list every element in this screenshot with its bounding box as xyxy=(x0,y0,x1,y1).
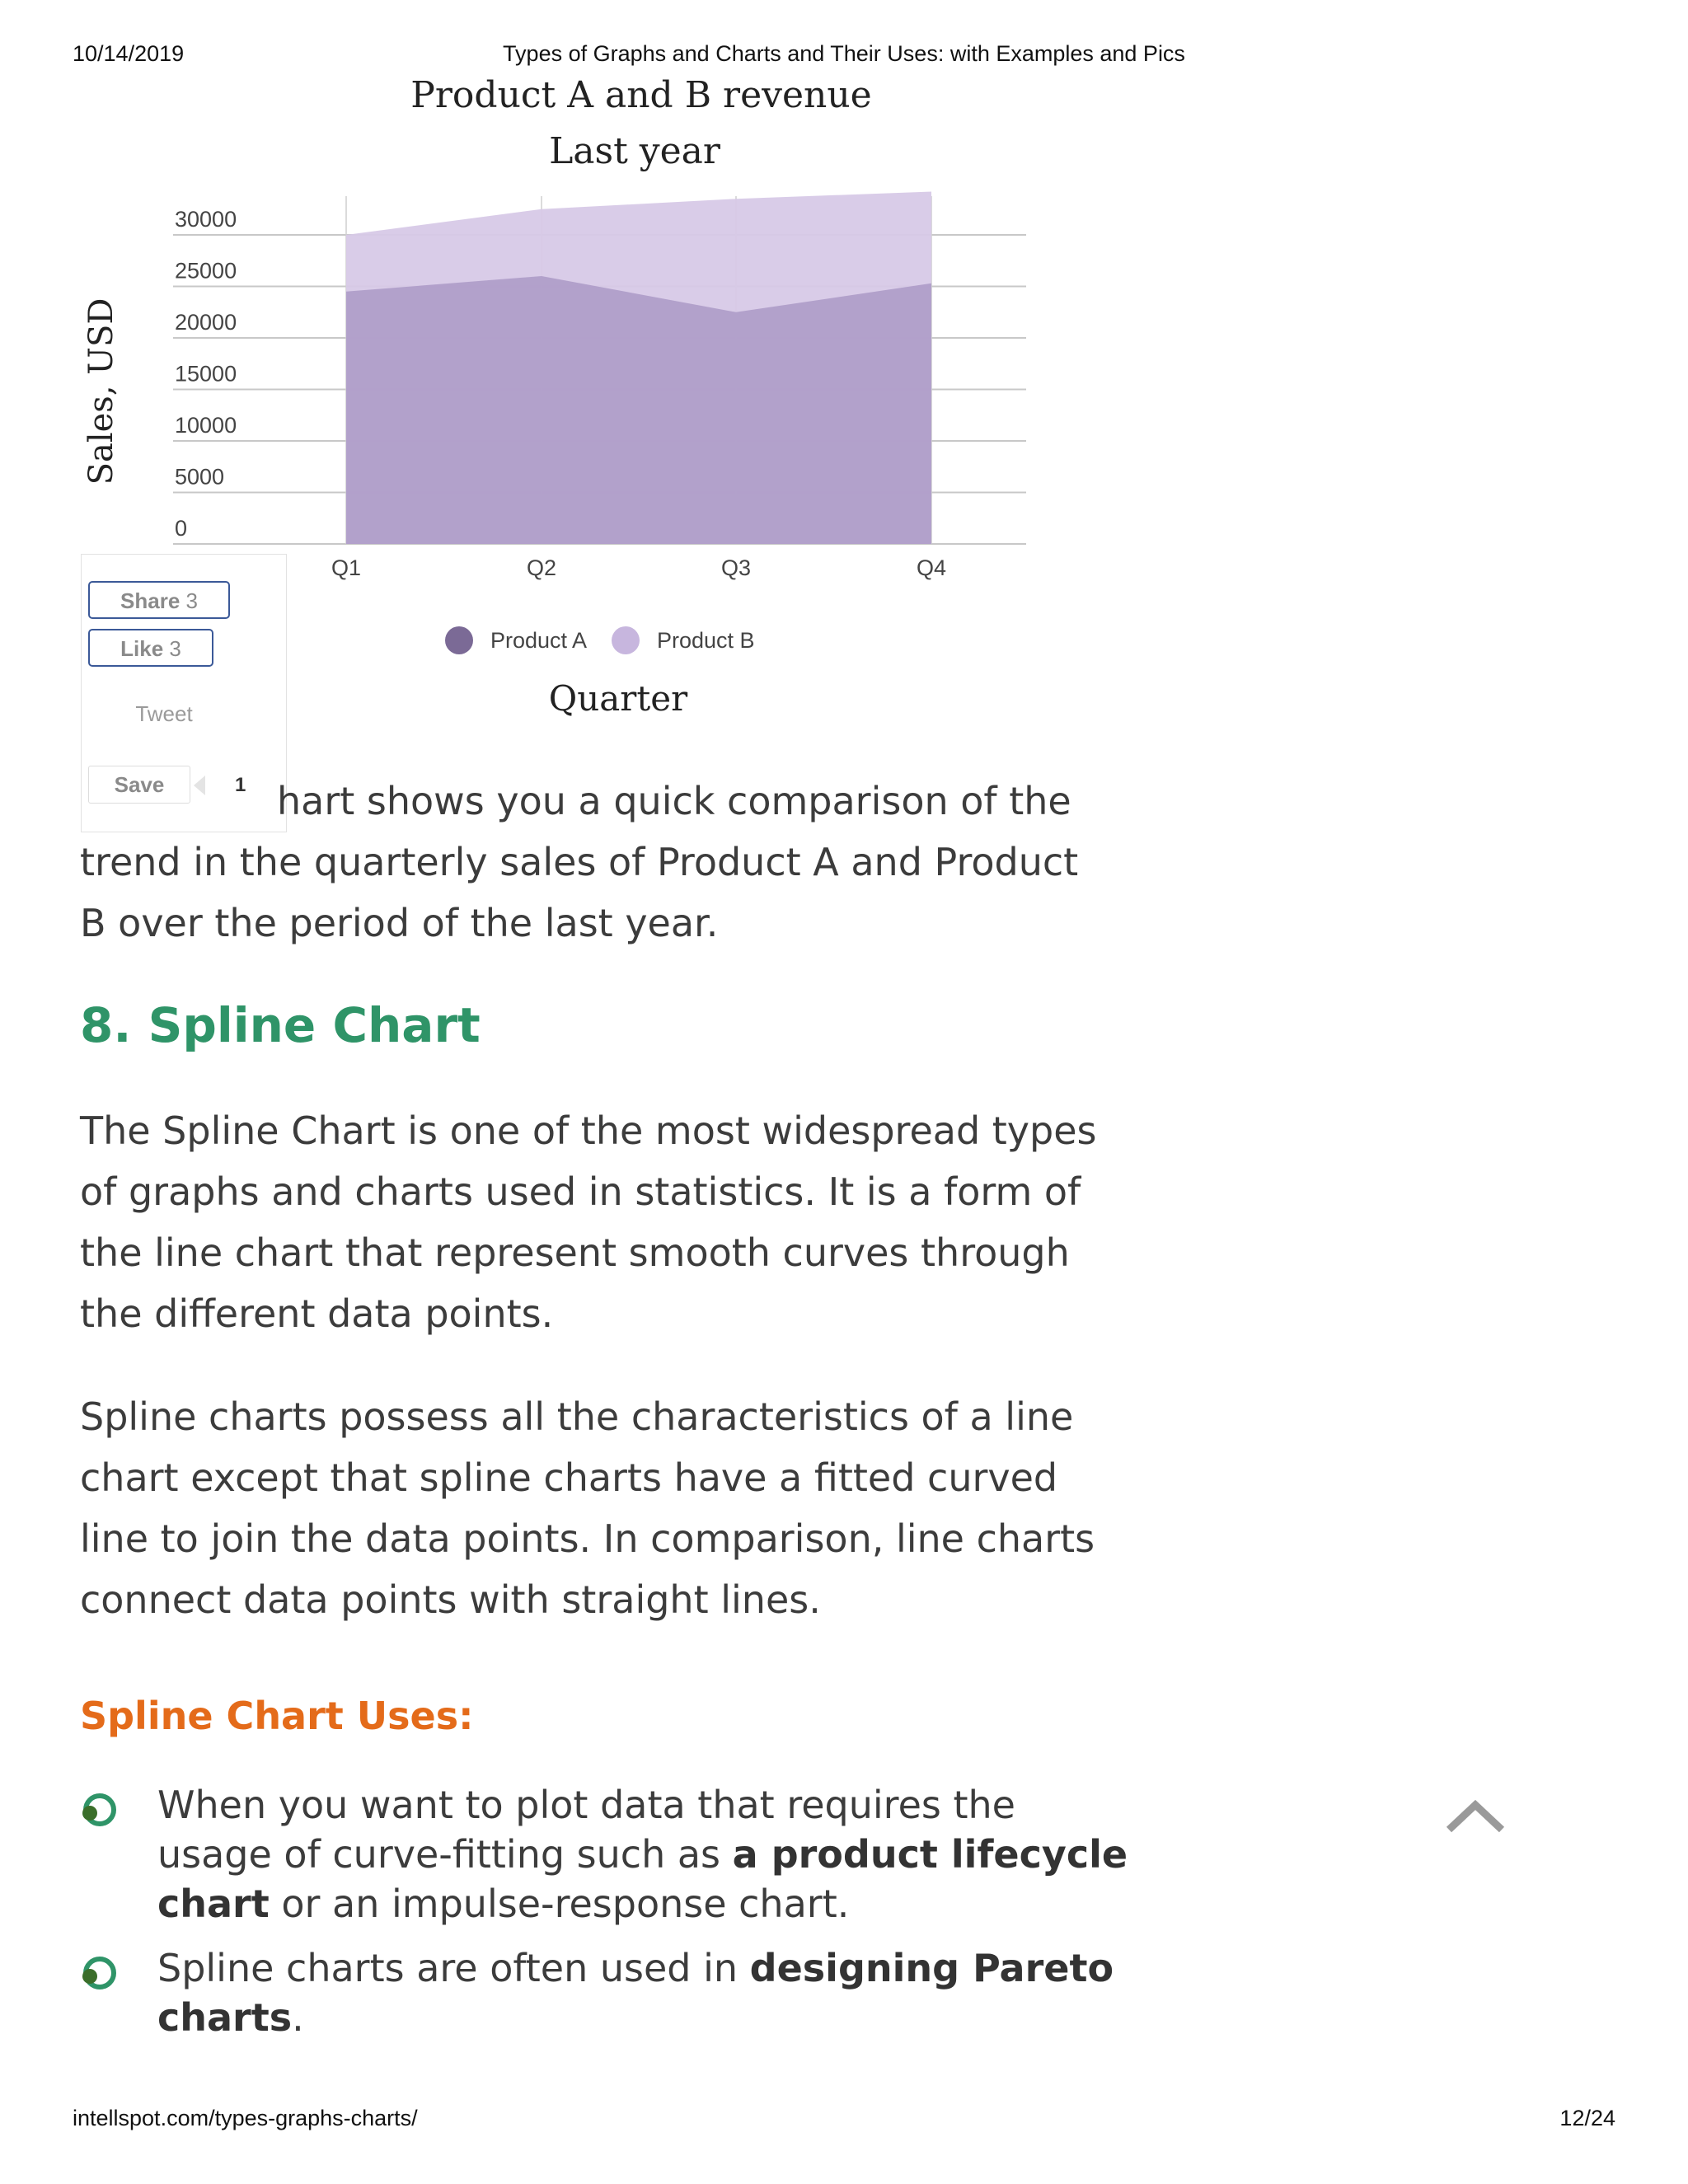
y-tick-label: 10000 xyxy=(175,413,237,438)
y-tick-label: 20000 xyxy=(175,310,237,335)
print-date: 10/14/2019 xyxy=(73,41,185,66)
intro-paragraph-rest: trend in the quarterly sales of Product A and Product B over the period of the last year. xyxy=(80,840,1079,945)
area-product-a xyxy=(346,276,931,544)
chart-title: Product A and B revenue xyxy=(410,74,872,116)
x-tick-label: Q3 xyxy=(720,555,752,580)
x-axis-ticks xyxy=(331,555,946,580)
share-label: Share xyxy=(120,588,181,613)
social-share-panel xyxy=(81,554,287,832)
print-page-title: Types of Graphs and Charts and Their Uses: with Examples and Pics xyxy=(503,41,1185,66)
x-tick-label: Q1 xyxy=(331,555,362,580)
page-number: 12/24 xyxy=(1559,2106,1615,2130)
y-axis-ticks xyxy=(175,207,237,541)
share-button[interactable] xyxy=(88,581,230,619)
y-axis-label: Sales, USD xyxy=(82,298,120,485)
like-label: Like xyxy=(120,636,164,661)
save-count-pointer xyxy=(194,776,205,795)
chevron-up-icon[interactable] xyxy=(1444,1797,1507,1836)
chart-areas xyxy=(346,192,931,545)
y-tick-label: 15000 xyxy=(175,361,237,387)
page-url: intellspot.com/types-graphs-charts/ xyxy=(73,2106,418,2130)
tweet-button[interactable]: Tweet xyxy=(135,701,193,726)
share-count: 3 xyxy=(185,588,198,613)
circle-bullet-icon xyxy=(80,1953,120,1993)
list-item-text: When you want to plot data that requires the usage of curve-fitting such as a product lifecycle chart or an impulse-response chart. xyxy=(157,1783,1128,1926)
y-tick-label: 25000 xyxy=(175,258,237,284)
section-heading: 8. Spline Chart xyxy=(80,997,481,1053)
like-count: 3 xyxy=(169,636,181,661)
uses-heading: Spline Chart Uses: xyxy=(80,1694,474,1738)
legend-label: Product A xyxy=(490,628,588,653)
chart-subtitle: Last year xyxy=(549,130,720,172)
y-tick-label: 30000 xyxy=(175,207,237,232)
intro-paragraph-visible: hart shows you a quick comparison of the xyxy=(277,779,1071,823)
circle-bullet-icon xyxy=(80,1790,120,1830)
y-tick-label: 5000 xyxy=(175,464,225,490)
save-button[interactable]: Save xyxy=(88,766,190,804)
legend-swatch xyxy=(445,626,473,654)
paragraph-spline-intro: The Spline Chart is one of the most widespread types of graphs and charts used in statistics. It is a form of the line chart that represent smooth curves through the different data points. xyxy=(80,1108,1097,1336)
like-button[interactable] xyxy=(88,629,213,667)
x-tick-label: Q2 xyxy=(526,555,557,580)
chart-legend xyxy=(445,626,755,654)
save-count: 1 xyxy=(235,774,246,796)
paragraph-spline-compare: Spline charts possess all the characteristics of a line chart except that spline charts have a fitted curved line to join the data points. In comparison, line charts connect data points with straight lines. xyxy=(80,1394,1095,1622)
x-axis-label: Quarter xyxy=(548,678,688,719)
legend-label: Product B xyxy=(657,628,755,653)
list-item-text: Spline charts are often used in designing Pareto charts. xyxy=(157,1946,1114,2040)
legend-swatch xyxy=(612,626,640,654)
x-tick-label: Q4 xyxy=(916,555,947,580)
y-tick-label: 0 xyxy=(175,516,188,541)
